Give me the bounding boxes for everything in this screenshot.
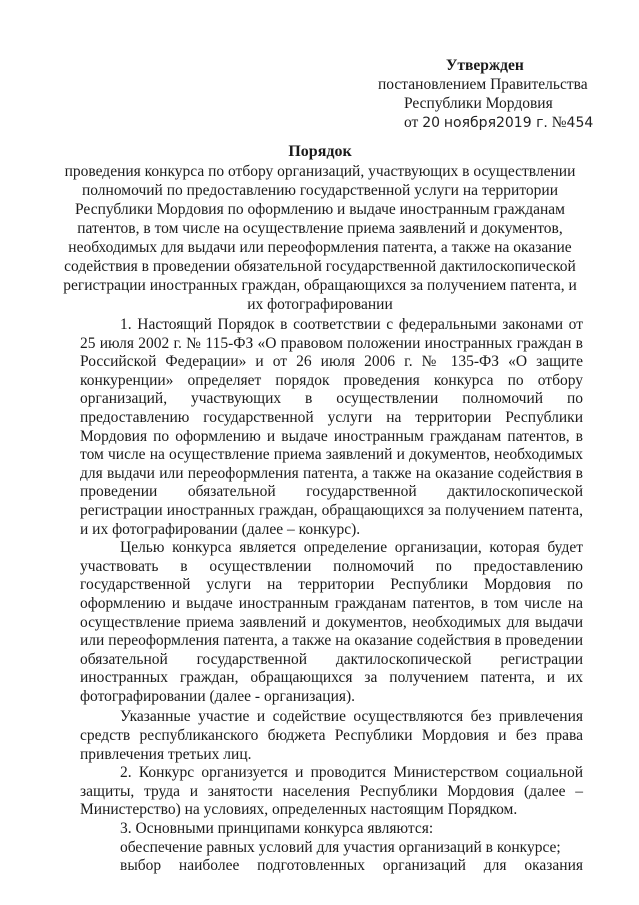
paragraph-2: Целью конкурса является определение организации, которая будет участвовать в осуществлении полномочий по предоставлению государственной услуги на территории Республики Мордовия по оформлению и выдаче иностранным гражданам патентов, в том числе на осуществление приема заявлений и документов, необходимых для выдачи или переоформления патента, а также на оказание содействия в проведении обязательной государственной дактилоскопической регистрации иностранных граждан, обращающихся за получением патента, и их фотографировании (далее - организация).: [80, 539, 583, 705]
approval-line-republic: Республики Мордовия: [404, 95, 553, 112]
paragraph-4: 2. Конкурс организуется и проводится Министерством социальной защиты, труда и занятости населения Республики Мордовия (далее – Министерство) на условиях, определенных настоящим Порядком.: [80, 764, 583, 819]
document-subtitle: проведения конкурса по отбору организаций, участвующих в осуществлении полномочий по предоставлению государственной услуги на территории Республики Мордовия по оформлению и выдаче иностранным гражданам патентов, в том числе на осуществление приема заявлений и документов, необходимых для выдачи или переоформления патента, а также на оказание содействия в проведении обязательной государственной дактилоскопической регистрации иностранных граждан, обращающихся за получением патента, и их фотографировании: [63, 163, 577, 313]
document-title: Порядок: [288, 143, 352, 160]
paragraph-1: 1. Настоящий Порядок в соответствии с федеральными законами от 25 июля 2002 г. № 115-ФЗ «О правовом положении иностранных граждан в Российской Федерации» и от 26 июля 2006 г. № 135-ФЗ «О защите конкуренции» определяет порядок проведения конкурса по отбору организаций, участвующих в осуществлении полномочий по предоставлению государственной услуги на территории Республики Мордовия по оформлению и выдаче иностранным гражданам патентов, в том числе на осуществление приема заявлений и документов, необходимых для выдачи или переоформления патента, а также на оказание содействия в проведении обязательной государственной дактилоскопической регистрации иностранных граждан, обращающихся за получением патента, и их фотографировании (далее – конкурс).: [80, 316, 583, 538]
approval-number: 454: [566, 115, 594, 131]
paragraph-7: выбор наиболее подготовленных организаций для оказания: [120, 857, 583, 875]
approval-block: [378, 56, 618, 133]
paragraph-3: Указанные участие и содействие осуществляются без привлечения средств республиканского бюджета Республики Мордовия и без права привлечения третьих лиц.: [80, 708, 583, 763]
approval-number-sign: №: [551, 114, 567, 131]
approval-title: Утвержден: [446, 57, 524, 74]
approval-date-line: [378, 113, 618, 133]
approval-date-month-year: ноября2019 г.: [443, 115, 548, 131]
approval-date-prefix: от: [404, 114, 419, 131]
paragraph-5: 3. Основными принципами конкурса являются:: [120, 820, 434, 838]
document-body: [80, 316, 583, 876]
approval-line-government: постановлением Правительства: [378, 76, 588, 93]
approval-date-day: 20: [422, 115, 441, 131]
paragraph-6: обеспечение равных условий для участия организаций в конкурсе;: [120, 838, 561, 856]
